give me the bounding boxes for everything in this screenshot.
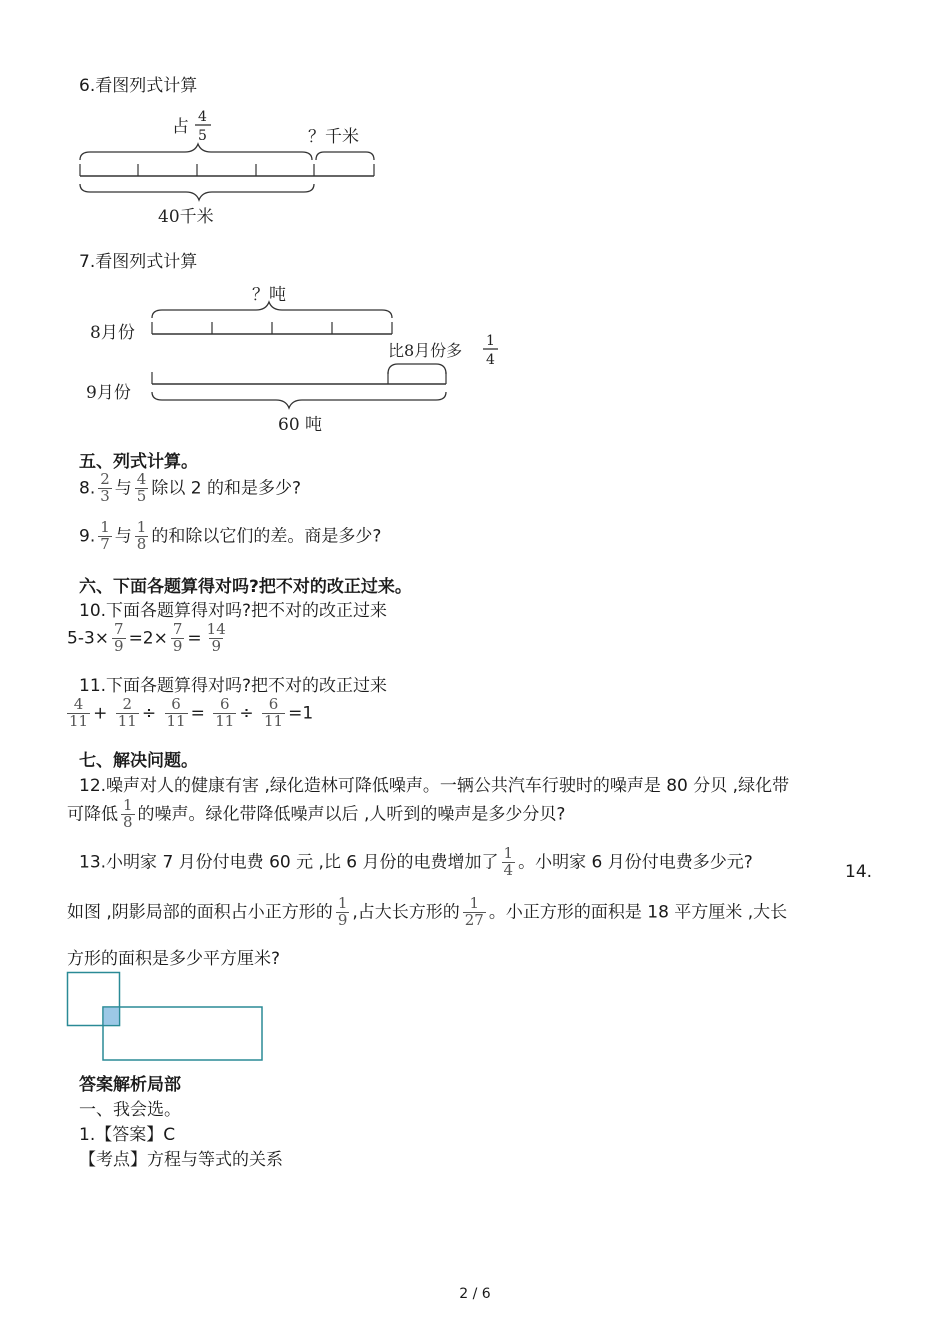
q7-title: 7.看图列式计算: [79, 252, 198, 272]
q7-bottom-brace: [152, 392, 446, 408]
q7-aug-label: 8月份: [90, 323, 135, 343]
q6-zhan-label: 占: [172, 117, 189, 137]
q6-title: 6.看图列式计算: [79, 76, 198, 96]
q12-line1: 12.噪声对人的健康有害 ,绿化造林可降低噪声。一辆公共汽车行驶时的噪声是 80 分贝 ,绿化带: [79, 776, 790, 796]
q7-unknown-label: ？吨: [252, 285, 286, 305]
answers-heading: 答案解析局部: [79, 1075, 181, 1095]
q11-title: 11.下面各题算得对吗?把不对的改正过来: [79, 676, 388, 696]
q6-unknown-label: ？千米: [308, 127, 359, 147]
q10-expression: 5-3× $\frac{7}{9}$ =2× $\frac{7}{9}$ = $\frac{14}{9}$: [67, 620, 226, 655]
q8: 8. $\frac{2}{3}$ 与 $\frac{4}{5}$ 除以 2 的和是多少?: [79, 470, 301, 505]
q11-expression: $\frac{4}{11}$ + $\frac{2}{11}$ ÷ $\frac{6}{11}$ = $\frac{6}{11}$ ÷ $\frac{6}{11}$ =1: [69, 695, 314, 730]
q12-line2: 可降低 $\frac{1}{8}$ 的噪声。绿化带降低噪声以后 ,人听到的噪声是多少分贝?: [67, 796, 566, 831]
q14-shapes-figure: [66, 971, 266, 1063]
q10-title: 10.下面各题算得对吗?把不对的改正过来: [79, 601, 388, 621]
q6-total-label: 40千米: [158, 207, 214, 227]
q6-line-diagram: [70, 108, 390, 228]
q13: 13.小明家 7 月份付电费 60 元 ,比 6 月份的电费增加了 $\frac{1}{4}$ 。小明家 6 月份付电费多少元?: [79, 844, 753, 879]
q7-more-label: 比8月份多: [388, 341, 463, 360]
q14-number: 14.: [845, 862, 873, 882]
answers-section1: 一、我会选。: [79, 1100, 181, 1120]
q6-top-brace: [80, 144, 312, 160]
q7-small-brace: [388, 364, 446, 374]
q14-line2: 方形的面积是多少平方厘米?: [67, 949, 281, 969]
shaded-overlap: [103, 1007, 120, 1026]
large-rectangle: [103, 1007, 262, 1060]
answer-1-kaodian: 【考点】方程与等式的关系: [79, 1150, 283, 1170]
q6-frac-den: 5: [198, 128, 207, 144]
q7-line-diagram: [80, 278, 520, 438]
q7-frac-num: 1: [486, 333, 495, 349]
q7-total-label: 60 吨: [278, 415, 323, 435]
q6-small-brace: [316, 152, 374, 160]
section7-heading: 七、解决问题。: [79, 751, 198, 771]
q7-sep-label: 9月份: [86, 383, 131, 403]
section5-heading: 五、列式计算。: [79, 452, 198, 472]
q14-line1: 如图 ,阴影局部的面积占小正方形的 $\frac{1}{9}$ ,占大长方形的 $\frac{1}{27}$ 。小正方形的面积是 18 平方厘米 ,大长: [67, 894, 788, 929]
answer-1: 1.【答案】C: [79, 1125, 176, 1145]
page-number: 2 / 6: [459, 1286, 491, 1302]
q6-bottom-brace: [80, 184, 314, 200]
q9: 9. $\frac{1}{7}$ 与 $\frac{1}{8}$ 的和除以它们的差。商是多少?: [79, 518, 382, 553]
q6-frac-num: 4: [198, 109, 207, 125]
q7-frac-den: 4: [486, 352, 495, 368]
section6-heading: 六、下面各题算得对吗?把不对的改正过来。: [79, 577, 412, 597]
